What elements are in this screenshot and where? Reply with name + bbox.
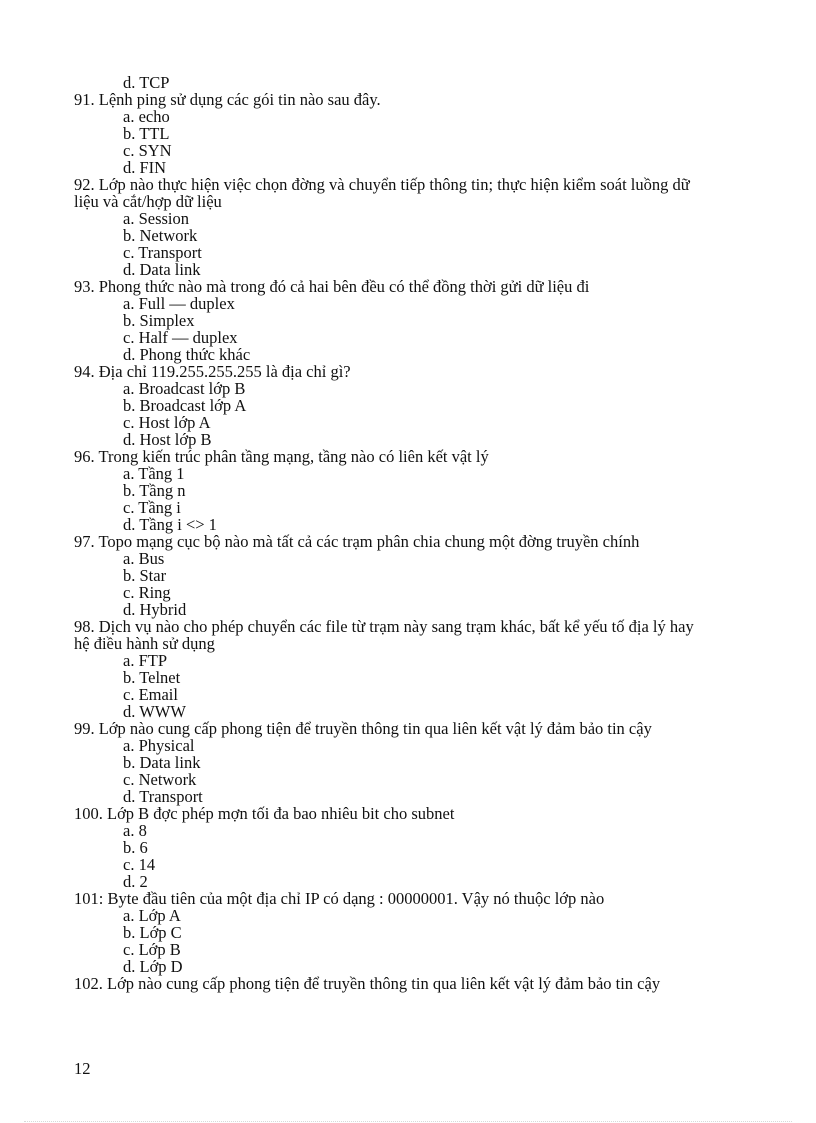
answer-option: d. Hybrid <box>123 600 187 619</box>
answer-option: b. Tầng n <box>123 481 186 500</box>
answer-option: d. Transport <box>123 787 203 806</box>
answer-option: d. Data link <box>123 260 201 279</box>
question-block <box>74 533 704 618</box>
question-block <box>74 975 704 992</box>
answer-option: c. Tầng i <box>123 498 181 517</box>
answer-option: b. Network <box>123 226 198 245</box>
question-block <box>74 618 704 720</box>
answer-option: a. Physical <box>123 736 195 755</box>
page-number: 12 <box>74 1059 91 1078</box>
answer-option: b. 6 <box>123 838 148 857</box>
lead-option: d. TCP <box>123 73 170 92</box>
answer-option: d. Host lớp B <box>123 430 212 449</box>
answer-option: c. Ring <box>123 583 171 602</box>
question-text: 96. Trong kiến trúc phân tầng mạng, tầng nào có liên kết vật lý <box>74 447 489 466</box>
question-block <box>74 720 704 805</box>
question-block <box>74 363 704 448</box>
answer-option: b. Lớp C <box>123 923 182 942</box>
answer-option: a. Broadcast lớp B <box>123 379 246 398</box>
answer-option: c. 14 <box>123 855 156 874</box>
answer-option: d. FIN <box>123 158 167 177</box>
answer-option: c. Network <box>123 770 197 789</box>
question-text: 101: Byte đầu tiên của một địa chỉ IP có dạng : 00000001. Vậy nó thuộc lớp nào <box>74 889 605 908</box>
answer-option: b. TTL <box>123 124 170 143</box>
question-text: 93. Phong thức nào mà trong đó cả hai bên đều có thể đồng thời gửi dữ liệu đi <box>74 277 590 296</box>
answer-option: d. Phong thức khác <box>123 345 251 364</box>
question-block <box>74 91 704 176</box>
question-list <box>74 91 704 992</box>
answer-option: c. Lớp B <box>123 940 181 959</box>
answer-option: a. FTP <box>123 651 168 670</box>
answer-option: b. Star <box>123 566 167 585</box>
question-text: 98. Dịch vụ nào cho phép chuyển các file từ trạm này sang trạm khác, bất kể yếu tố địa lý hay hệ điều hành sử dụng <box>74 617 694 653</box>
answer-option: a. Full — duplex <box>123 294 235 313</box>
answer-option: b. Telnet <box>123 668 181 687</box>
question-text: 100. Lớp B đợc phép mợn tối đa bao nhiêu bit cho subnet <box>74 804 455 823</box>
question-block <box>74 448 704 533</box>
answer-option: d. Lớp D <box>123 957 183 976</box>
question-text: 99. Lớp nào cung cấp phong tiện để truyền thông tin qua liên kết vật lý đảm bảo tin cậy <box>74 719 652 738</box>
answer-option: c. Host lớp A <box>123 413 211 432</box>
question-text: 92. Lớp nào thực hiện việc chọn đờng và chuyển tiếp thông tin; thực hiện kiểm soát luồng dữ liệu và cắt/hợp dữ liệu <box>74 175 690 211</box>
answer-option: b. Broadcast lớp A <box>123 396 247 415</box>
question-text: 94. Địa chỉ 119.255.255.255 là địa chỉ gì? <box>74 362 351 381</box>
answer-option: a. Bus <box>123 549 165 568</box>
answer-option: a. Session <box>123 209 189 228</box>
answer-option: a. echo <box>123 107 170 126</box>
answer-option: a. 8 <box>123 821 147 840</box>
question-block <box>74 890 704 975</box>
question-block <box>74 805 704 890</box>
answer-option: c. Transport <box>123 243 202 262</box>
answer-option: c. Half — duplex <box>123 328 238 347</box>
answer-option: a. Lớp A <box>123 906 181 925</box>
answer-option: b. Data link <box>123 753 201 772</box>
answer-option: d. WWW <box>123 702 186 721</box>
question-text: 97. Topo mạng cục bộ nào mà tất cả các trạm phân chia chung một đờng truyền chính <box>74 532 640 551</box>
answer-option: c. Email <box>123 685 178 704</box>
page-divider <box>24 1121 792 1122</box>
answer-option: b. Simplex <box>123 311 195 330</box>
question-block <box>74 278 704 363</box>
question-block <box>74 176 704 278</box>
question-text: 91. Lệnh ping sử dụng các gói tin nào sau đây. <box>74 90 381 109</box>
question-text: 102. Lớp nào cung cấp phong tiện để truyền thông tin qua liên kết vật lý đảm bảo tin cậy <box>74 974 661 993</box>
answer-option: c. SYN <box>123 141 172 160</box>
answer-option: d. 2 <box>123 872 148 891</box>
document-body <box>74 74 704 992</box>
answer-option: a. Tầng 1 <box>123 464 185 483</box>
answer-option: d. Tầng i <> 1 <box>123 515 217 534</box>
